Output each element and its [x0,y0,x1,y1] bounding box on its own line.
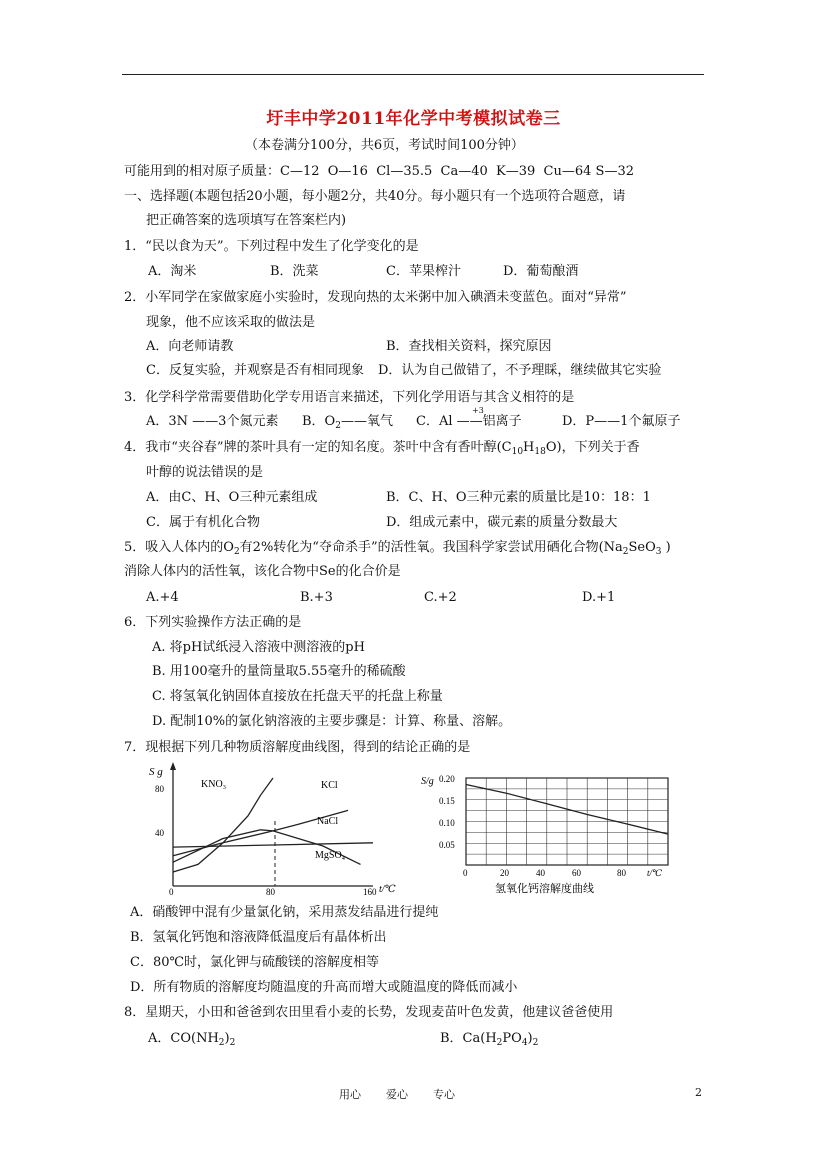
q1-stem: 1．“民以食为天”。下列过程中发生了化学变化的是 [124,239,419,254]
chart2-xtick-60: 60 [572,868,581,878]
q6-stem: 6．下列实验操作方法正确的是 [124,615,302,630]
q2-stem-line1: 2．小军同学在家做家庭小实验时，发现向热的太米粥中加入碘酒未变蓝色。面对“异常” [124,290,627,305]
series-nacl [173,843,373,847]
q3-stem: 3．化学科学常需要借助化学专用语言来描述，下列化学用语与其含义相符的是 [124,390,575,405]
q2-option-c: C．反复实验，并观察是否有相同现象 [146,363,364,378]
q4-option-d: D．组成元素中，碳元素的质量分数最大 [386,515,618,530]
q7-option-a: A．硝酸钾中混有少量氯化钠，采用蒸发结晶进行提纯 [130,905,439,920]
chart2-ytick-020: 0.20 [439,774,455,784]
chart1-ytick-80: 80 [155,784,164,794]
q7-option-d: D．所有物质的溶解度均随温度的升高而增大或随温度的降低而减小 [130,980,518,995]
chart2-ytick-015: 0.15 [439,796,455,806]
header-rule [122,74,704,75]
q3-option-a: A．3N ——3个氮元素 [146,414,279,429]
section-heading-line1: 一、选择题(本题包括20小题，每小题2分，共40分。每小题只有一个选项符合题意，请 [124,189,626,204]
exam-info: （本卷满分100分，共6页，考试时间100分钟） [245,138,524,153]
chart2-title: 氢氧化钙溶解度曲线 [495,883,594,895]
q4-option-c: C．属于有机化合物 [146,515,260,530]
q3-charge-mark: +3 [472,406,484,415]
q4-stem-line2: 叶醇的说法错误的是 [146,465,264,480]
chart2-ylabel: S/g [421,776,434,787]
chart2-ytick-010: 0.10 [439,818,455,828]
q1-option-a: A．淘米 [148,264,197,279]
chart1-ylabel: S g [149,766,163,778]
q3-option-b: B．$O_2——$氧气 [302,414,393,431]
footer-item-2: 爱心 [386,1088,408,1101]
chart1-ytick-40: 40 [155,828,164,838]
q1-option-d: D．葡萄酿酒 [503,264,579,279]
q5-option-a: A.+4 [146,590,179,605]
q7-option-b: B．氢氧化钙饱和溶液降低温度后有晶体析出 [130,930,387,945]
legend-mgso4: MgSO₄ [315,850,346,861]
calcium-hydroxide-chart [415,772,685,898]
q8-stem: 8．星期天，小田和爸爸到农田里看小麦的长势，发现麦苗叶色发黄，他建议爸爸使用 [124,1005,614,1020]
q1-option-c: C．苹果榨汁 [386,264,461,279]
page-number: 2 [695,1086,702,1099]
atomic-masses: 可能用到的相对原子质量：C—12 O—16 Cl—35.5 Ca—40 K—39 Cu—64 S—32 [124,164,634,179]
q2-stem-line2: 现象，他不应该采取的做法是 [146,315,316,330]
chart1-xtick-160: 160 [363,887,377,897]
q2-option-a: A．向老师请教 [146,339,234,354]
legend-kcl: KCl [321,780,338,791]
q4-stem-line1: 4．我市“夹谷春”牌的茶叶具有一定的知名度。茶叶中含有香叶醇$(C_{10}H_{18}O)$，下列关于香 [124,440,640,457]
q7-option-c: C．80℃时，氯化钾与硫酸镁的溶解度相等 [130,955,380,970]
footer-item-3: 专心 [433,1088,455,1101]
chart1-xtick-80: 80 [266,887,275,897]
chart1-xlabel: t/℃ [379,884,396,895]
chart2-xtick-40: 40 [536,868,545,878]
chart2-xtick-80: 80 [617,868,626,878]
q4-option-a: A．由C、H、O三种元素组成 [146,490,318,505]
chart2-xtick-20: 20 [500,868,509,878]
exam-title: 圩丰中学2011年化学中考模拟试卷三 [266,109,561,129]
q5-stem-line2: 消除人体内的活性氧，该化合物中Se的化合价是 [124,564,401,579]
q6-option-c: C. 将氢氧化钠固体直接放在托盘天平的托盘上称量 [152,689,443,704]
footer-item-1: 用心 [339,1088,361,1101]
q3-option-d: D．P——1个氟原子 [562,414,681,429]
chart2-ytick-005: 0.05 [439,840,455,850]
chart1-xtick-0: 0 [169,887,174,897]
section-heading-line2: 把正确答案的选项填写在答案栏内) [146,213,347,228]
legend-nacl: NaCl [317,816,339,827]
q3-option-c: C．Al ——铝离子 [416,414,522,429]
solubility-chart [145,758,415,898]
q5-option-c: C.+2 [424,590,457,605]
chart2-xtick-0: 0 [463,868,468,878]
q6-option-b: B. 用100毫升的量筒量取5.55毫升的稀硫酸 [152,664,406,679]
series-kno3 [173,778,273,872]
q2-option-d: D．认为自己做错了，不予理睬，继续做其它实验 [378,363,662,378]
chart2-xlabel: t/℃ [647,868,663,878]
q7-stem: 7．现根据下列几种物质溶解度曲线图，得到的结论正确的是 [124,740,471,755]
legend-kno3: KNO₃ [201,779,227,790]
q6-option-a: A. 将pH试纸浸入溶液中测溶液的pH [152,640,365,655]
q8-option-b: B．$Ca(H_2PO_4)_2$ [440,1031,539,1048]
q8-option-a: A．$CO(NH_2)_2$ [148,1031,236,1048]
chart1-y-arrow [170,762,176,770]
q5-option-b: B.+3 [300,590,333,605]
q2-option-b: B．查找相关资料，探究原因 [386,339,552,354]
q4-option-b: B．C、H、O三种元素的质量比是10：18：1 [386,490,651,505]
q5-option-d: D.+1 [582,590,616,605]
q1-option-b: B．洗菜 [270,264,319,279]
q6-option-d: D. 配制10%的氯化钠溶液的主要步骤是：计算、称量、溶解。 [152,714,512,729]
q5-stem-line1: 5．吸入人体内的$O_2$有2%转化为“夺命杀手”的活性氧。我国科学家尝试用硒化合物($Na_2SeO_3$ ) [124,540,671,557]
